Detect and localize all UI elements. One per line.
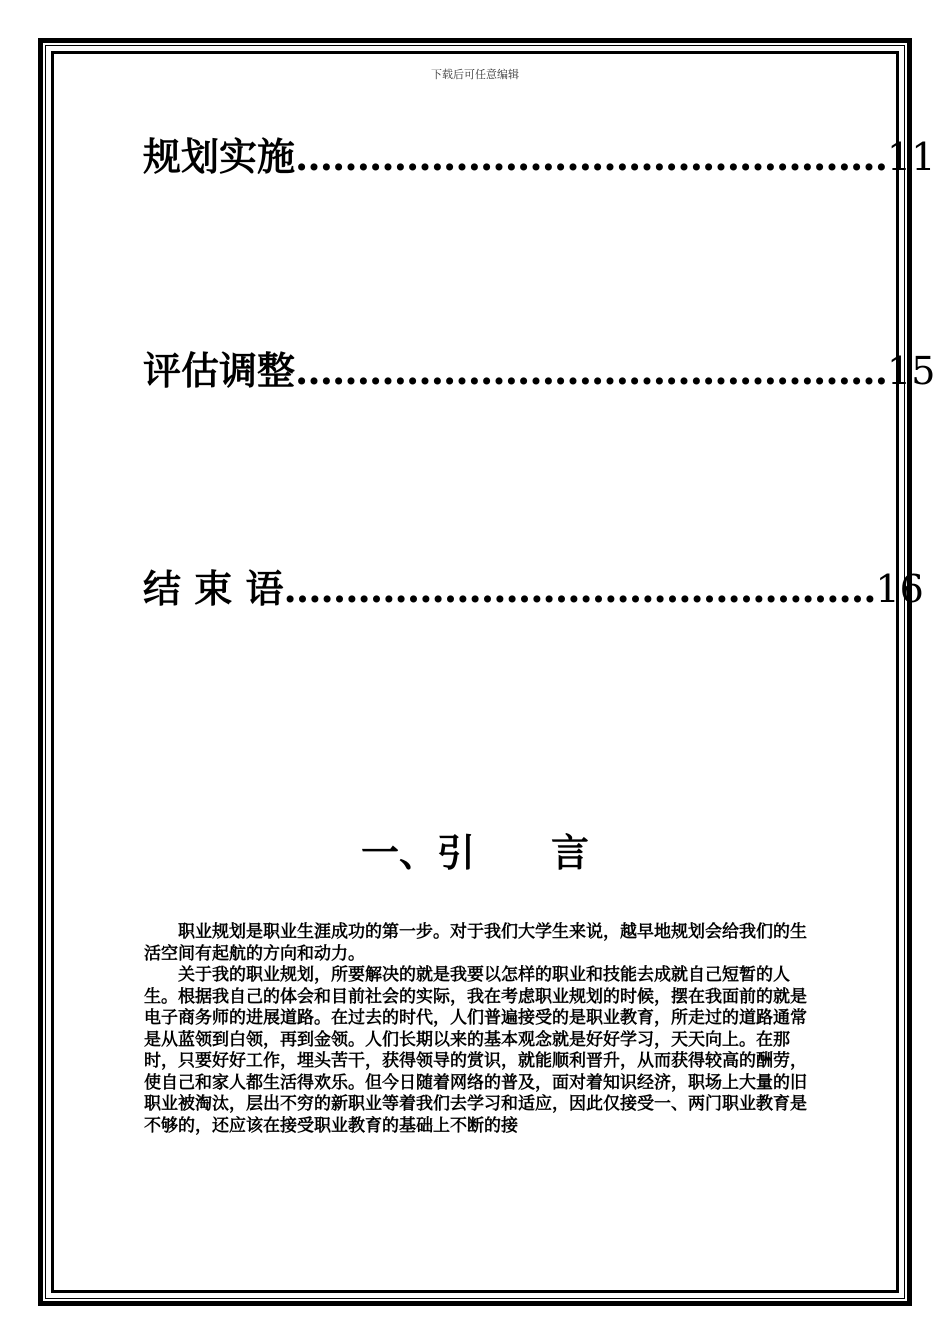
toc-entry-title: 评估调整 xyxy=(143,348,296,393)
section-heading: 一、引 言 xyxy=(360,830,589,875)
section-body xyxy=(144,922,808,1137)
toc-entry-page: 15 xyxy=(887,349,936,393)
toc-entry-page: 16 xyxy=(875,567,924,611)
toc-entry-title: 结 束 语 xyxy=(143,566,284,611)
toc-entry-leader: ………………………………………… xyxy=(295,348,888,393)
toc-entry-leader: ………………………………………… xyxy=(283,566,876,611)
header-note: 下载后可任意编辑 xyxy=(431,68,519,81)
toc-entry-leader: ………………………………………… xyxy=(295,134,888,179)
toc-entry-title: 规划实施 xyxy=(143,134,296,179)
toc-entry-page: 11 xyxy=(887,135,936,179)
body-paragraph: 关于我的职业规划，所要解决的就是我要以怎样的职业和技能去成就自己短暂的人生。根据我自己的体会和目前社会的实际，我在考虑职业规划的时候，摆在我面前的就是电子商务师的进展道路。在过去的时代，人们普遍接受的是职业教育，所走过的道路通常是从蓝领到白领，再到金领。人们长期以来的基本观念就是好好学习，天天向上。在那时，只要好好工作，埋头苦干，获得领导的赏识，就能顺利晋升，从而获得较高的酬劳，使自己和家人都生活得欢乐。但今日随着网络的普及，面对着知识经济，职场上大量的旧职业被淘汰，层出不穷的新职业等着我们去学习和适应，因此仅接受一、两门职业教育是不够的，还应该在接受职业教育的基础上不断的接 xyxy=(144,965,807,1136)
toc-entry xyxy=(143,126,936,181)
toc-entry xyxy=(143,340,936,395)
toc-entry xyxy=(143,558,924,613)
body-paragraph: 职业规划是职业生涯成功的第一步。对于我们大学生来说，越早地规划会给我们的生活空间有起航的方向和动力。 xyxy=(144,922,807,964)
